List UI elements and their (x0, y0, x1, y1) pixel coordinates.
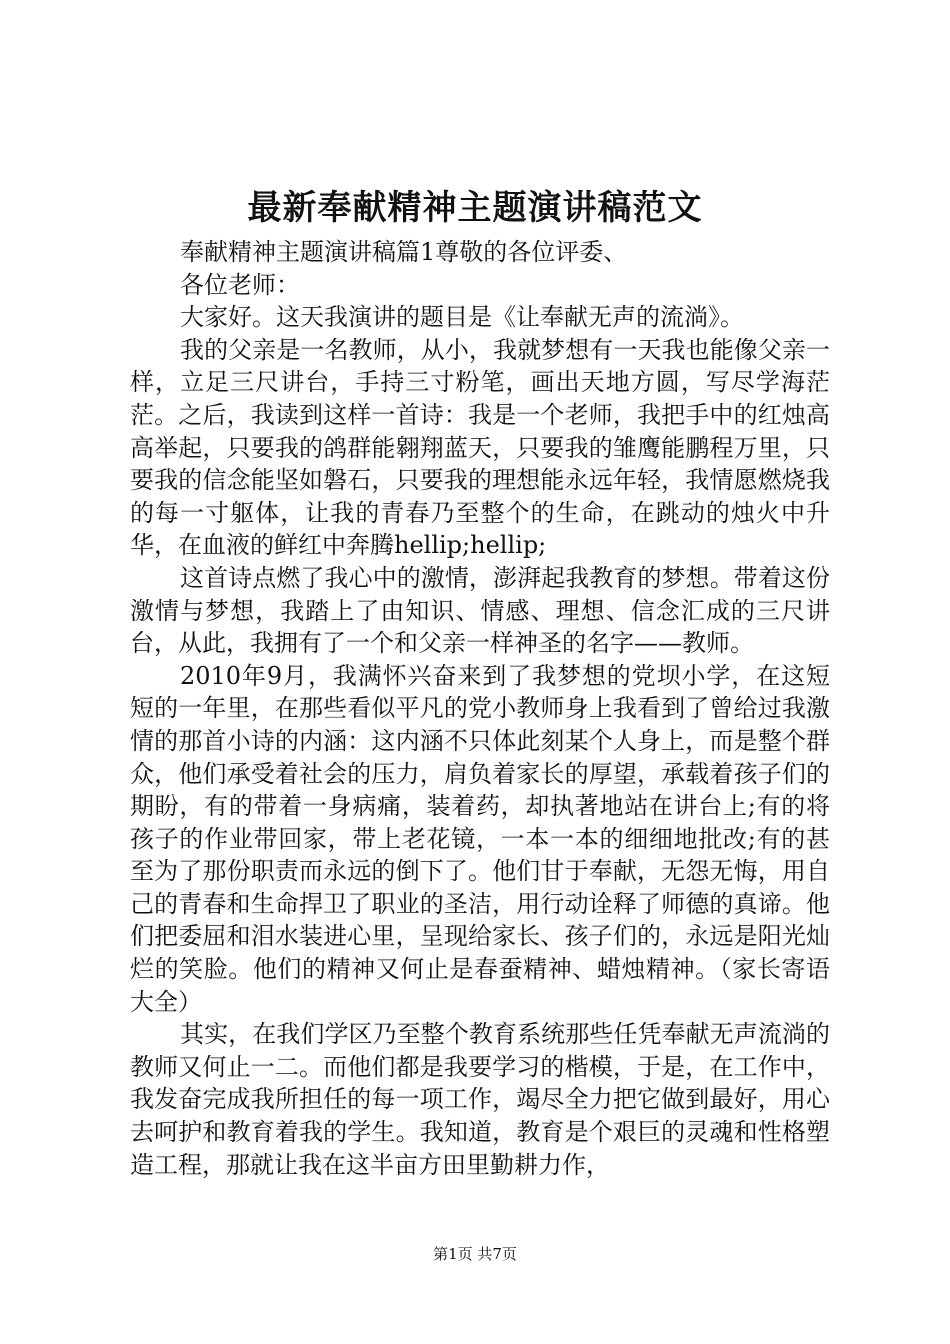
paragraph: 奉献精神主题演讲稿篇1尊敬的各位评委、 (180, 238, 628, 266)
paragraph: 2010年9月，我满怀兴奋来到了我梦想的党坝小学，在这短短的一年里，在那些看似平凡的党小教师身上我看到了曾给过我激情的那首小诗的内涵：这内涵不只体此刻某个人身上，而是整个群众，他们承受着社会的压力，肩负着家长的厚望，承载着孩子们的期盼，有的带着一身病痛，装着药，却执著地站在讲台上;有的将孩子的作业带回家，带上老花镜，一本一本的细细地批改;有的甚至为了那份职责而永远的倒下了。他们甘于奉献，无怨无悔，用自己的青春和生命捍卫了职业的圣洁，用行动诠释了师德的真谛。他们把委屈和泪水装进心里，呈现给家长、孩子们的，永远是阳光灿烂的笑脸。他们的精神又何止是春蚕精神、蜡烛精神。（家长寄语大全） (130, 661, 830, 1016)
page-footer: 第1页 共7页 (433, 1245, 517, 1263)
paragraph: 各位老师： (180, 270, 300, 299)
paragraph: 其实，在我们学区乃至整个教育系统那些任凭奉献无声流淌的教师又何止一二。而他们都是我要学习的楷模，于是，在工作中，我发奋完成我所担任的每一项工作，竭尽全力把它做到最好，用心去呵护和教育着我的学生。我知道，教育是个艰巨的灵魂和性格塑造工程，那就让我在这半亩方田里勤耕力作， (130, 1020, 830, 1179)
paragraph: 这首诗点燃了我心中的激情，澎湃起我教育的梦想。带着这份激情与梦想，我踏上了由知识、情感、理想、信念汇成的三尺讲台，从此，我拥有了一个和父亲一样神圣的名字——教师。 (130, 563, 830, 658)
document-body (130, 236, 830, 1181)
paragraph: 大家好。这天我演讲的题目是《让奉献无声的流淌》。 (180, 303, 744, 332)
paragraph: 我的父亲是一名教师，从小，我就梦想有一天我也能像父亲一样，立足三尺讲台，手持三寸粉笔，画出天地方圆，写尽学海茫茫。之后，我读到这样一首诗：我是一个老师，我把手中的红烛高高举起，只要我的鸽群能翱翔蓝天，只要我的雏鹰能鹏程万里，只要我的信念能坚如磐石，只要我的理想能永远年轻，我情愿燃烧我的每一寸躯体，让我的青春乃至整个的生命，在跳动的烛火中升华，在血液的鲜红中奔腾hellip;hellip; (130, 335, 830, 560)
document-title: 最新奉献精神主题演讲稿范文 (247, 188, 703, 228)
